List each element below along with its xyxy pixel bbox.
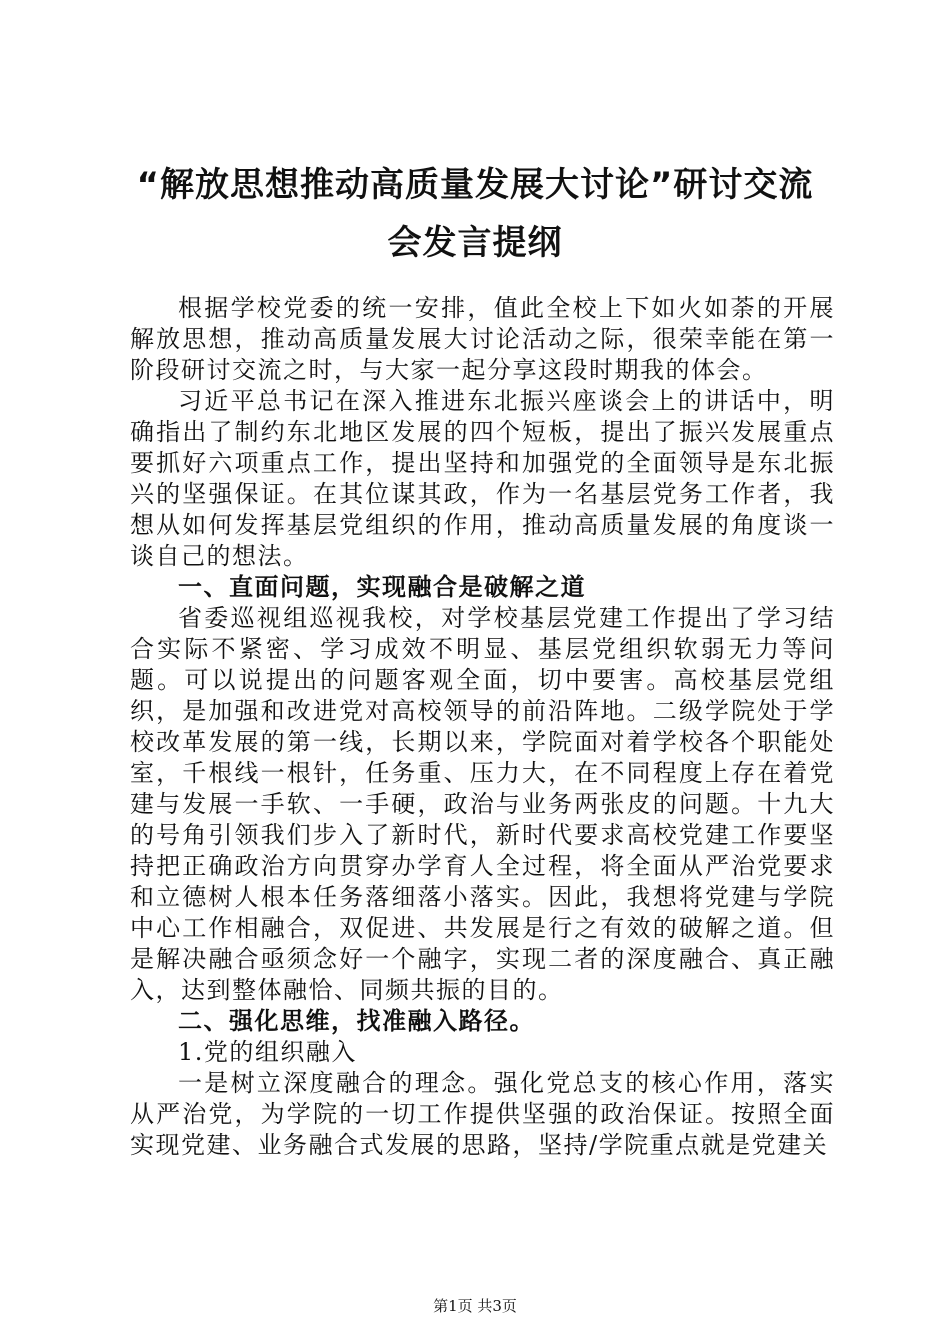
subsection-heading-1: 1.党的组织融入 <box>178 1038 357 1066</box>
paragraph-subsection-1: 一是树立深度融合的理念。强化党总支的核心作用，落实从严治党，为学院的一切工作提供坚强的政治保证。按照全面实现党建、业务融合式发展的思路，坚持/学院重点就是党建关 <box>130 1069 835 1159</box>
section-heading-2: 二、强化思维，找准融入路径。 <box>178 1007 535 1035</box>
section-heading-1: 一、直面问题，实现融合是破解之道 <box>178 573 586 601</box>
page-number-footer: 第1页 共3页 <box>433 1297 517 1315</box>
paragraph-context: 习近平总书记在深入推进东北振兴座谈会上的讲话中，明确指出了制约东北地区发展的四个短板，提出了振兴发展重点要抓好六项重点工作，提出坚持和加强党的全面领导是东北振兴的坚强保证。在其位谋其政，作为一名基层党务工作者，我想从如何发挥基层党组织的作用，推动高质量发展的角度谈一谈自己的想法。 <box>130 387 835 570</box>
paragraph-section-1: 省委巡视组巡视我校，对学校基层党建工作提出了学习结合实际不紧密、学习成效不明显、基层党组织软弱无力等问题。可以说提出的问题客观全面，切中要害。高校基层党组织，是加强和改进党对高校领导的前沿阵地。二级学院处于学校改革发展的第一线，长期以来，学院面对着学校各个职能处室，千根线一根针，任务重、压力大，在不同程度上存在着党建与发展一手软、一手硬，政治与业务两张皮的问题。十九大的号角引领我们步入了新时代，新时代要求高校党建工作要坚持把正确政治方向贯穿办学育人全过程，将全面从严治党要求和立德树人根本任务落细落小落实。因此，我想将党建与学院中心工作相融合，双促进、共发展是行之有效的破解之道。但是解决融合亟须念好一个融字，实现二者的深度融合、真正融入，达到整体融恰、同频共振的目的。 <box>130 604 835 1004</box>
document-body <box>130 293 835 1161</box>
paragraph-intro: 根据学校党委的统一安排，值此全校上下如火如荼的开展解放思想，推动高质量发展大讨论活动之际，很荣幸能在第一阶段研讨交流之时，与大家一起分享这段时期我的体会。 <box>130 294 835 384</box>
document-title-line-2: 会发言提纲 <box>387 223 563 263</box>
document-title-line-1: “解放思想推动高质量发展大讨论”研讨交流 <box>136 165 814 205</box>
